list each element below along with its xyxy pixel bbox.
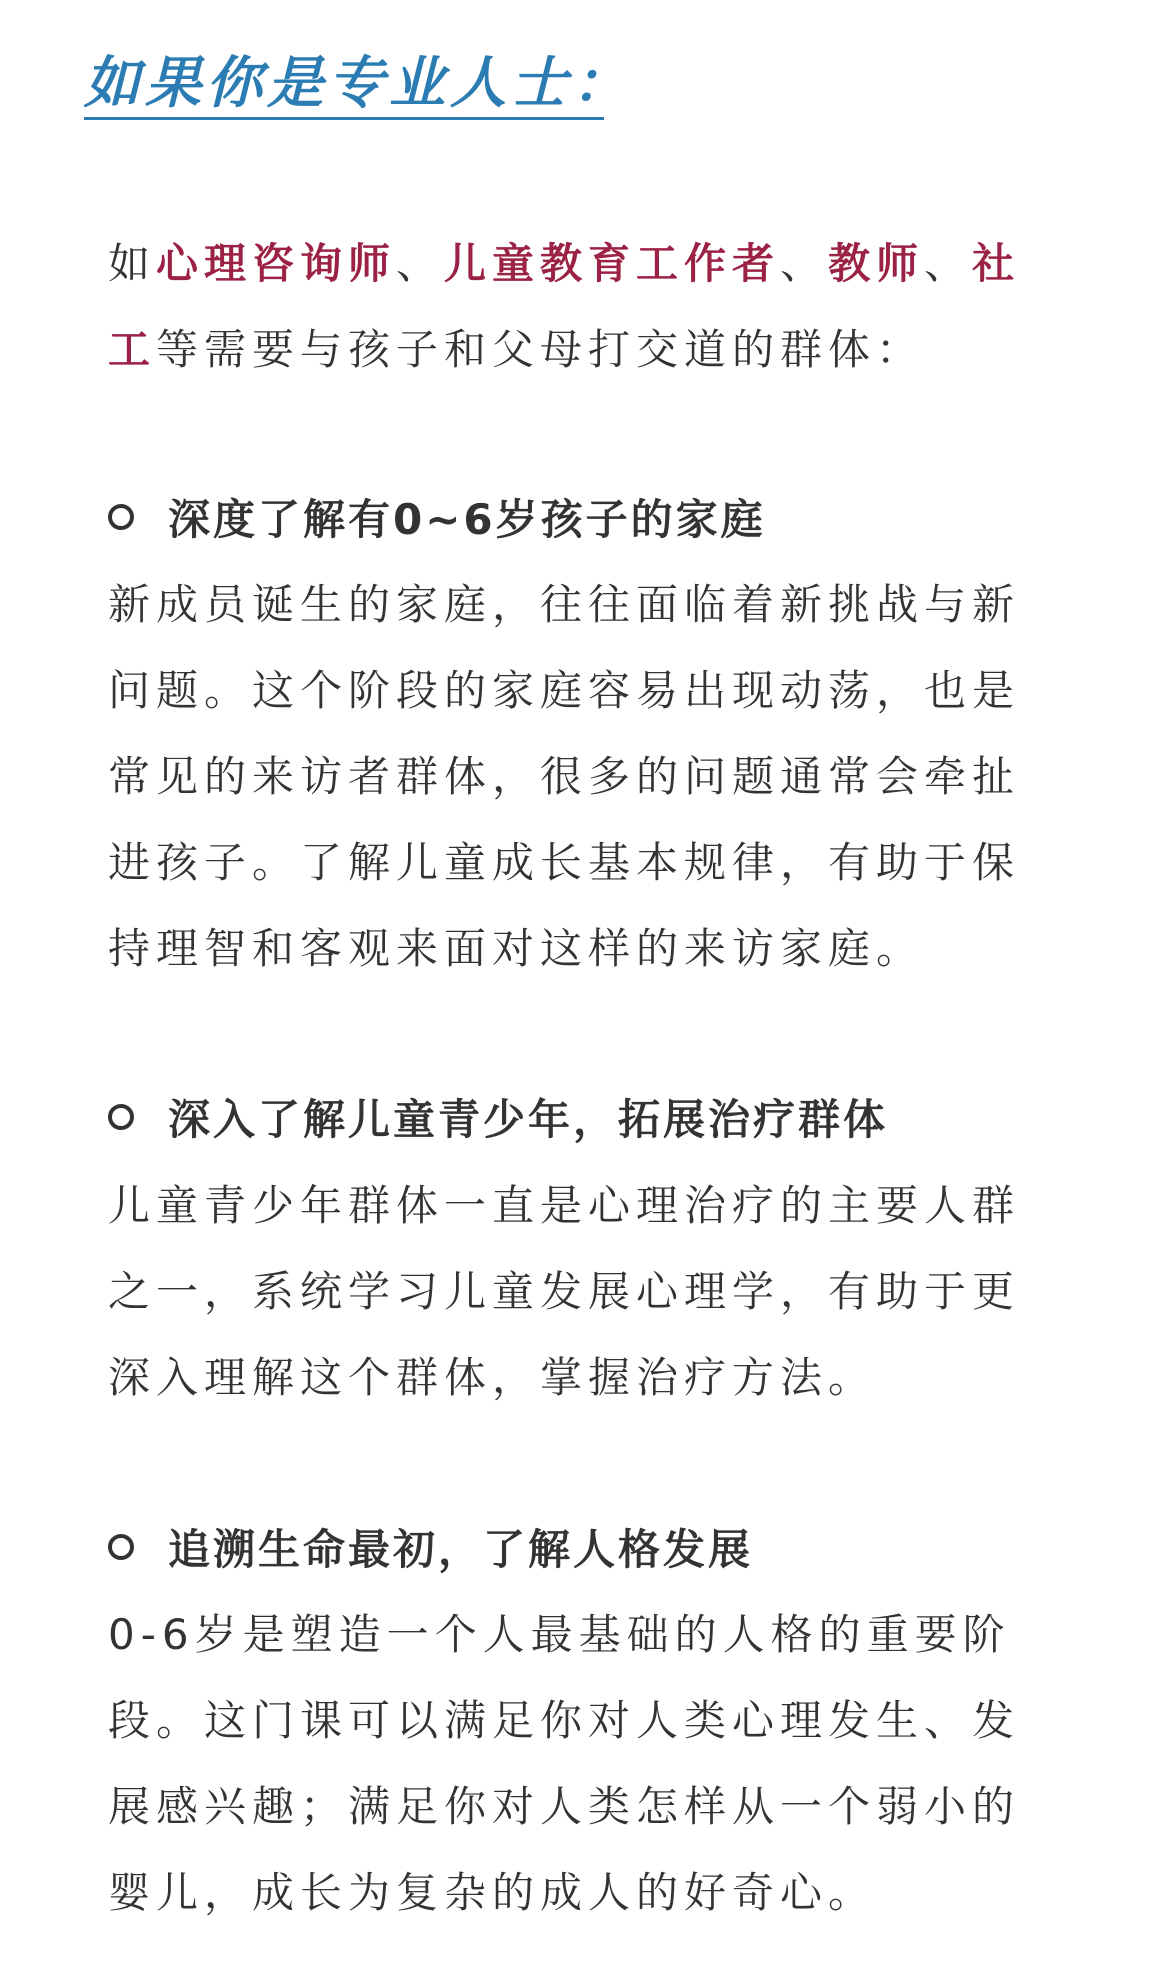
section-3-title: 追溯生命最初，了解人格发展 <box>168 1525 754 1574</box>
circle-bullet-icon <box>108 1534 134 1560</box>
section-2-title-row <box>108 1090 888 1150</box>
section-2-body: 儿童青少年群体一直是心理治疗的主要人群之一，系统学习儿童发展心理学，有助于更深入理解这个群体，掌握治疗方法。 <box>108 1181 1021 1402</box>
section-1-body: 新成员诞生的家庭，往往面临着新挑战与新问题。这个阶段的家庭容易出现动荡，也是常见的来访者群体，很多的问题通常会牵扯进孩子。了解儿童成长基本规律，有助于保持理智和客观来面对这样的来访家庭。 <box>108 580 1021 973</box>
intro-separator: 、 <box>924 239 973 288</box>
section-3-body: 0-6岁是塑造一个人最基础的人格的重要阶段。这门课可以满足你对人类心理发生、发展感兴趣；满足你对人类怎样从一个弱小的婴儿，成长为复杂的成人的好奇心。 <box>108 1610 1021 1917</box>
section-2-title: 深入了解儿童青少年，拓展治疗群体 <box>168 1095 889 1144</box>
section-1-title-row <box>108 490 766 550</box>
section-3-title-row <box>108 1520 753 1580</box>
circle-bullet-icon <box>108 1104 134 1130</box>
intro-prefix: 如 <box>108 239 157 288</box>
section-1-title: 深度了解有0~6岁孩子的家庭 <box>168 495 766 544</box>
role-social-worker: 社工 <box>108 239 1021 374</box>
intro-separator: 、 <box>396 239 445 288</box>
intro-suffix: 等需要与孩子和父母打交道的群体： <box>156 325 925 374</box>
role-counselor: 心理咨询师 <box>156 239 397 288</box>
section-heading: 如果你是专业人士： <box>84 51 633 116</box>
role-teacher: 教师 <box>828 239 925 288</box>
intro-separator: 、 <box>780 239 829 288</box>
circle-bullet-icon <box>108 504 134 530</box>
intro-paragraph <box>108 221 1058 393</box>
heading-underline <box>84 117 604 120</box>
role-child-educator: 儿童教育工作者 <box>444 239 781 288</box>
